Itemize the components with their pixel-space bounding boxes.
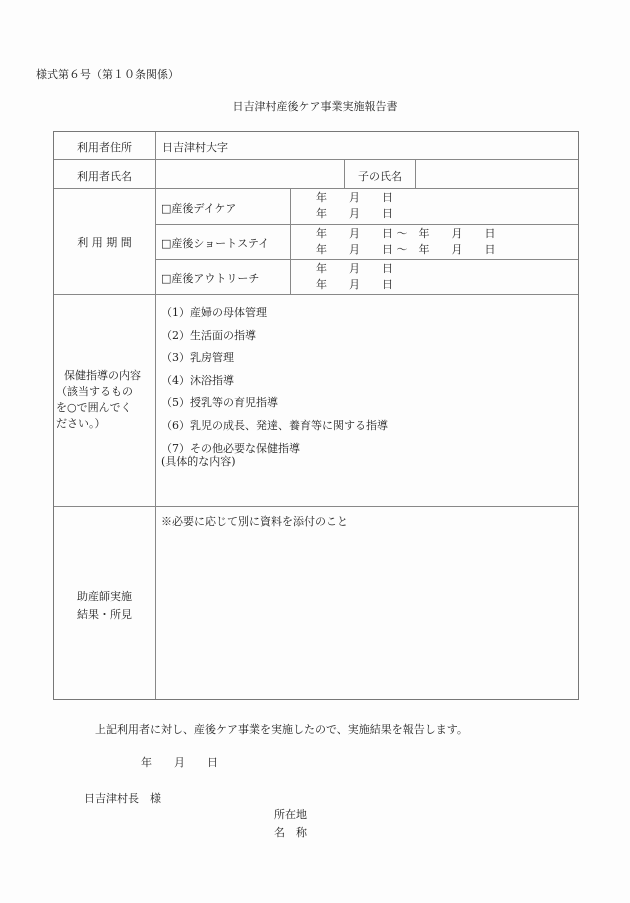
service-day-care-checkbox[interactable]: □産後デイケア — [161, 202, 237, 215]
date-line: 年 月 日 — [316, 191, 393, 204]
findings-field[interactable] — [156, 530, 576, 698]
divider — [415, 159, 416, 188]
period-label: 利 用 期 間 — [77, 236, 132, 249]
guidance-item[interactable]: （7）その他必要な保健指導 — [161, 441, 300, 455]
service-short-stay-checkbox[interactable]: □産後ショートステイ — [161, 237, 270, 250]
child-name-label: 子の氏名 — [358, 170, 402, 183]
address-label: 利用者住所 — [77, 141, 132, 154]
findings-label: 助産師実施 結果・所見 — [77, 590, 132, 621]
guidance-item[interactable]: （4）沐浴指導 — [161, 373, 234, 387]
specific-content-label: (具体的な内容) — [161, 455, 236, 468]
day-care-dates[interactable] — [316, 190, 393, 222]
findings-note: ※必要に応じて別に資料を添付のこと — [161, 515, 348, 528]
divider — [54, 159, 578, 160]
guidance-item[interactable]: （3）乳房管理 — [161, 351, 234, 365]
date-line: 年 月 日 ～ 年 月 日 — [316, 243, 496, 256]
date-line: 年 月 日 — [316, 207, 393, 220]
form-number: 様式第６号（第１０条関係） — [36, 68, 179, 81]
short-stay-dates[interactable] — [316, 226, 496, 258]
outreach-dates[interactable] — [316, 261, 393, 293]
guidance-item[interactable]: （1）産婦の母体管理 — [161, 306, 267, 319]
user-name-label: 利用者氏名 — [77, 170, 132, 183]
date-line: 年 月 日 — [316, 262, 393, 275]
guidance-item[interactable]: （6）乳児の成長、発達、養育等に関する指導 — [161, 418, 388, 432]
guidance-label: 保健指導の内容 （該当するもの を○で囲んでく ださい。） — [56, 369, 141, 430]
guidance-item[interactable]: （5）授乳等の育児指導 — [161, 396, 278, 410]
divider — [54, 506, 578, 507]
guidance-items — [161, 302, 388, 460]
divider — [54, 188, 578, 189]
service-outreach-checkbox[interactable]: □産後アウトリーチ — [161, 272, 260, 285]
addressee: 日吉津村長 様 — [84, 792, 161, 805]
divider — [54, 294, 578, 295]
divider — [290, 188, 291, 294]
report-table — [53, 131, 579, 700]
guidance-item[interactable]: （2）生活面の指導 — [161, 328, 256, 342]
closing-statement: 上記利用者に対し、産後ケア事業を実施したので、実施結果を報告します。 — [95, 723, 468, 736]
user-name-field[interactable] — [162, 168, 342, 184]
child-name-field[interactable] — [422, 168, 572, 184]
location-label: 所在地 — [274, 808, 307, 821]
document-title: 日吉津村産後ケア事業実施報告書 — [232, 100, 398, 113]
report-date[interactable]: 年 月 日 — [141, 756, 218, 769]
date-line: 年 月 日 ～ 年 月 日 — [316, 227, 496, 240]
name-label: 名 称 — [274, 826, 307, 839]
date-line: 年 月 日 — [316, 278, 393, 291]
divider — [155, 224, 578, 225]
divider — [155, 259, 578, 260]
address-value[interactable]: 日吉津村大字 — [162, 141, 228, 154]
